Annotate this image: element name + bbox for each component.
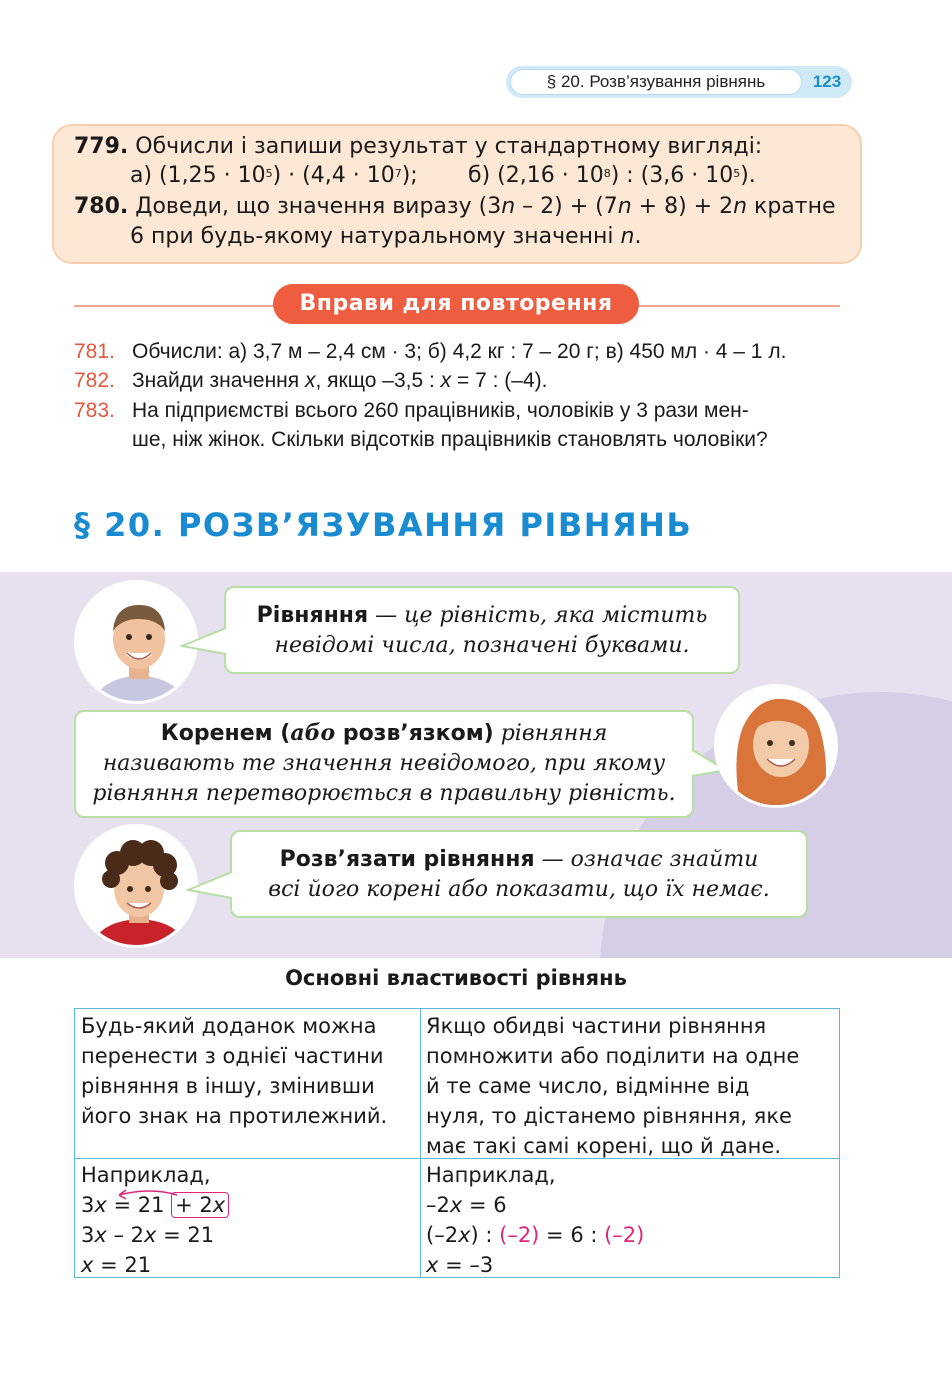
expr-part: + 2 xyxy=(175,1193,213,1217)
right-example-line1 xyxy=(426,1190,507,1220)
variable-x: x xyxy=(144,1223,157,1247)
task-783-line2: ше, ніж жінок. Скільки відсотків працівників становлять чоловіки? xyxy=(132,428,768,451)
expr-part: = 6 : xyxy=(539,1223,605,1247)
exponent: 8 xyxy=(603,167,611,180)
expr-part: = –3 xyxy=(438,1253,494,1277)
divisor-highlight: (–2) xyxy=(499,1223,540,1247)
properties-title: Основні властивості рівнянь xyxy=(285,966,627,990)
definition-text: невідомі числа, позначені буквами. xyxy=(274,633,690,658)
expr-part: = 21 xyxy=(156,1223,215,1247)
task-779-b-part: б) (2,16 · 10 xyxy=(468,163,604,188)
variable-x: x xyxy=(426,1253,439,1277)
task-781-text: Обчисли: а) 3,7 м – 2,4 см · 3; б) 4,2 кг : 7 – 20 г; в) 450 мл · 4 – 1 л. xyxy=(132,340,787,363)
definition-term: Розв’язати рівняння xyxy=(279,847,535,872)
variable-x: x xyxy=(440,369,452,392)
bubble-tail xyxy=(180,626,228,656)
divisor-highlight: (–2) xyxy=(604,1223,645,1247)
task-779 xyxy=(74,132,762,162)
variable-n: n xyxy=(733,194,748,219)
expr-part: ) : xyxy=(470,1223,500,1247)
task-781 xyxy=(74,337,786,366)
definition-term: розв’язком) xyxy=(335,721,494,746)
task-780-part: . xyxy=(634,224,642,249)
left-rule-line: рівняння в іншу, змінивши xyxy=(81,1074,375,1098)
right-rule-line: Якщо обидві частини рівняння xyxy=(426,1014,767,1038)
right-example-line3 xyxy=(426,1250,493,1280)
curly-boy-avatar xyxy=(74,824,198,948)
variable-x: x xyxy=(449,1193,463,1217)
expr-part: –2 xyxy=(426,1193,450,1217)
left-example-line2 xyxy=(81,1220,214,1250)
definition-term: Рівняння xyxy=(256,603,369,628)
right-rule-line: помножити або поділити на одне xyxy=(426,1044,800,1068)
move-arrow-icon xyxy=(111,1185,181,1201)
task-780-part: 6 при будь-якому натуральному значенні xyxy=(130,224,621,249)
girl-avatar xyxy=(714,684,838,808)
right-example-label: Наприклад, xyxy=(426,1163,556,1187)
right-rule-line: має такі самі корені, що й дане. xyxy=(426,1134,782,1158)
task-780-part: Доведи, що значення виразу (3 xyxy=(135,194,502,219)
expr-part: = 21 xyxy=(106,1193,172,1217)
variable-x: x xyxy=(94,1223,107,1247)
definition-term: або xyxy=(290,720,336,746)
variable-x: x xyxy=(94,1193,107,1217)
definition-solve-bubble xyxy=(230,830,808,918)
variable-n: n xyxy=(620,224,635,249)
expr-part: = 6 xyxy=(462,1193,507,1217)
right-rule-line: нуля, то дістанемо рівняння, яке xyxy=(426,1104,792,1128)
variable-x: x xyxy=(212,1193,226,1217)
expr-part: (–2 xyxy=(426,1223,459,1247)
repetition-badge: Вправи для повторення xyxy=(273,284,639,324)
task-779-b-part: ). xyxy=(740,163,756,188)
task-779-b-part: ) : (3,6 · 10 xyxy=(610,163,734,188)
variable-x: x xyxy=(81,1253,94,1277)
task-780-line2 xyxy=(130,222,641,252)
header-section-ref: § 20. Розв’язування рівнянь xyxy=(510,69,802,95)
task-783-line1: На підприємстві всього 260 працівників, чоловіків у 3 рази мен- xyxy=(132,399,749,422)
task-781-number: 781. xyxy=(74,340,115,363)
task-780-part: – 2) + (7 xyxy=(515,194,618,219)
section-title: § 20. РОЗВ’ЯЗУВАННЯ РІВНЯНЬ xyxy=(74,506,693,544)
task-779-a-part: ) · (4,4 · 10 xyxy=(272,163,395,188)
task-782-part: Знайди значення xyxy=(132,369,305,392)
definition-text: — це рівність, яка містить xyxy=(368,603,708,628)
definition-line xyxy=(76,718,692,749)
task-779-b xyxy=(468,161,756,191)
properties-table xyxy=(74,1008,840,1278)
task-780-number: 780. xyxy=(74,194,129,219)
task-782 xyxy=(74,366,547,395)
variable-x: x xyxy=(458,1223,471,1247)
task-782-part: , якщо –3,5 : xyxy=(315,369,441,392)
variable-n: n xyxy=(501,194,516,219)
task-779-text: Обчисли і запиши результат у стандартному вигляді: xyxy=(135,134,763,159)
definition-text: називають те значення невідомого, при якому xyxy=(102,751,666,776)
definition-root-bubble xyxy=(74,710,694,818)
left-rule-line: Будь-який доданок можна xyxy=(81,1014,377,1038)
definition-equation-bubble xyxy=(224,586,740,674)
table-column-divider xyxy=(420,1009,421,1277)
bubble-tail xyxy=(186,870,234,900)
definition-text: всі його корені або показати, що їх немає. xyxy=(268,877,770,902)
expr-part: 3 xyxy=(81,1193,95,1217)
definition-term: Коренем ( xyxy=(160,721,291,746)
right-example-line2 xyxy=(426,1220,644,1250)
expr-part: – 2 xyxy=(106,1223,145,1247)
task-779-a-part: ); xyxy=(401,163,418,188)
definition-text: рівняння перетворюється в правильну рівність. xyxy=(92,781,676,806)
exponent: 7 xyxy=(394,167,402,180)
left-example-line3 xyxy=(81,1250,151,1280)
task-783-number: 783. xyxy=(74,399,115,422)
left-example-label: Наприклад, xyxy=(81,1163,211,1187)
task-782-part: = 7 : (–4). xyxy=(451,369,548,392)
left-rule-line: перенести з однієї частини xyxy=(81,1044,384,1068)
expr-part: 3 xyxy=(81,1223,95,1247)
expr-part: = 21 xyxy=(93,1253,152,1277)
left-rule-line: його знак на протилежний. xyxy=(81,1104,388,1128)
definition-line xyxy=(232,845,806,875)
variable-x: x xyxy=(304,369,316,392)
right-rule-line: й те саме число, відмінне від xyxy=(426,1074,750,1098)
task-782-number: 782. xyxy=(74,369,115,392)
exponent: 5 xyxy=(733,167,741,180)
variable-n: n xyxy=(617,194,632,219)
task-780-part: кратне xyxy=(747,194,836,219)
task-779-a xyxy=(130,161,418,191)
task-779-a-part: а) (1,25 · 10 xyxy=(130,163,266,188)
definition-line xyxy=(226,601,738,631)
task-783 xyxy=(74,396,749,425)
exponent: 5 xyxy=(265,167,273,180)
page-number: 123 xyxy=(812,72,842,91)
definition-text: — означає знайти xyxy=(534,847,759,872)
task-780 xyxy=(74,192,836,222)
task-779-number: 779. xyxy=(74,134,129,159)
definition-text: рівняння xyxy=(493,721,608,746)
task-780-part: + 8) + 2 xyxy=(631,194,734,219)
